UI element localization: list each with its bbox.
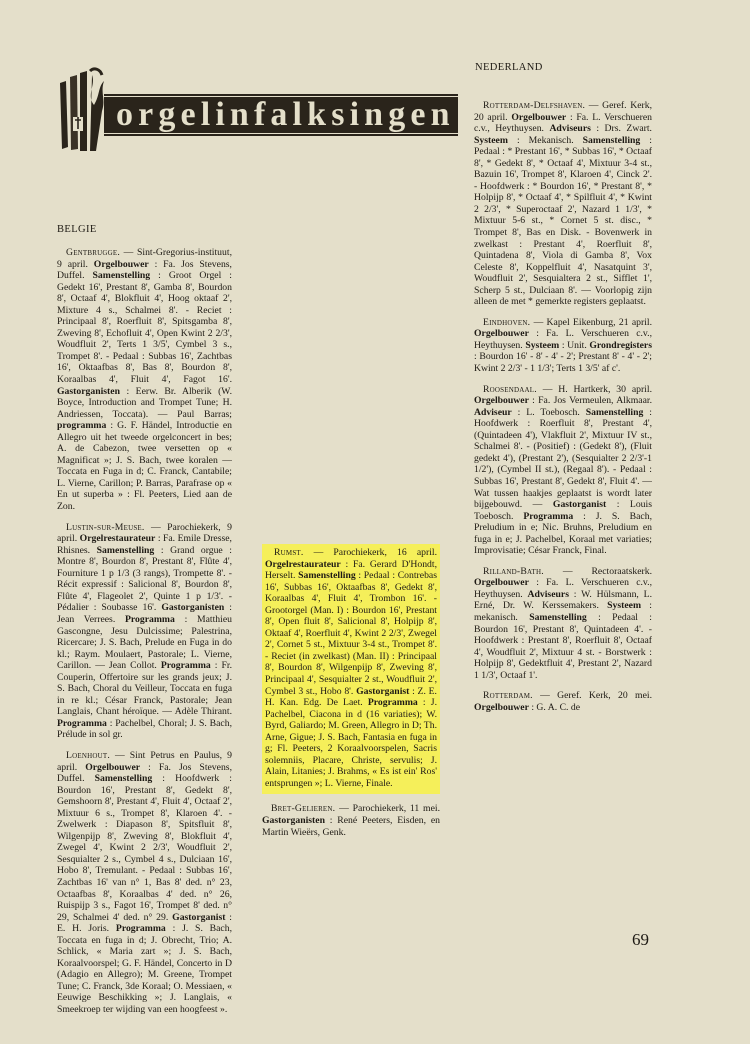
entry-rumst: Rumst. — Parochiekerk, 16 april. Orgelrestaurateur : Fa. Gerard D'Hondt, Herselt. Samenstelling : Pedaal : Contrebas 16', Subbas 16', Oktaafbas 8', Gedekt 8', Koraalbas 4', Fluit 4', Trombon 16'. - Grootorgel (Man. I) : Bourdon 16', Prestant 8', Open fluit 8', Salicional 8', Holpijp 8', Oktaaf 4', Roerfluit 4', Kwint 2 2/3', Zwegel 2', Cornet 5 st., Mixtuur 3-4 st., Trompet 8'. - Reciet (in zwelkast) (Man. II) : Principaal 8', Bourdon 8', Wilgenpijp 8', Zweving 8', Principaal 4', Sesquialter 2 st., Woudfluit 2', Cymbel 3 st., Hobo 8'. Gastorganist : Z. E. H. Kan. Edg. De Laet. Programma : J. Pachelbel, Ciacona in d (16 variaties); W. Byrd, Galiardo; M. Green, Allegro in D; Th. Arne, Gigue; J. S. Bach, Fantasia en fuga in g; Fl. Peeters, 2 Koraalvoorspelen, Sacris solemniis, Placare, Christe, servulis; J. Alain, Litanies; J. Brahms, « Es ist ein' Ros' entsprungen »; L. Vierne, Finale.: [262, 544, 440, 794]
banner-title: orgelinfalksingen: [116, 96, 451, 133]
entry-gentbrugge: Gentbrugge. — Sint-Gregorius-instituut, 9 april. Orgelbouwer : Fa. Jos Stevens, Duffel. Samenstelling : Groot Orgel : Gedekt 16', Prestant 8', Gamba 8', Bourdon 8', Octaaf 4', Blokfluit 4', Hoog oktaaf 2', Mixture 4 s., Schalmei 8'. - Reciet : Principaal 8', Roerfluit 8', Spitsgamba 8', Zweving 8', Echofluit 4', Open Kwint 2 2/3', Woudfluit 2', Terts 1 3/5', Cymbel 3 s., Trompet 8'. - Pedaal : Subbas 16', Zachtbas 16', Oktaafbas 8', Bas 8', Bourdon 8', Koraalbas 4', Fluit 4', Fagot 16'. Gastorganisten : Eerw. Br. Alberik (W. Boyce, Introduction and Trompet Tune; H. Andriessen, Toccata). — Paul Barras; programma : G. F. Händel, Introductie en Allegro uit het tweede orgelconcert in bes; A. de Cabezon, twee versetten op « Magnificat »; J. S. Bach, twee koralen — Toccata en Fuga in d; C. Franck, Cantabile; L. Vierne, Carillon; P. Barras, Parafrase op « En ut superba » : Fl. Peeters, Lied aan de Zon.: [57, 247, 232, 513]
entry-eindhoven: Eindhoven. — Kapel Eikenburg, 21 april. Orgelbouwer : Fa. L. Verschueren c.v., Heythuysen. Systeem : Unit. Grondregisters : Bourdon 16' - 8' - 4' - 2'; Prestant 8' - 4' - 2'; Kwint 2 2/3' - 1 1/3'; Terts 1 3/5' af c'.: [474, 316, 652, 375]
entry-rotterdam-delfshaven: Rotterdam-Delfshaven. — Geref. Kerk, 20 april. Orgelbouwer : Fa. L. Verschueren c.v., Heythuysen. Adviseurs : Drs. Zwart. Systeem : Mekanisch. Samenstelling : Pedaal : * Prestant 16', * Subbas 16', * Octaaf 8', * Gedekt 8', * Octaaf 4', Mixtuur 3-4 st., Bazuin 16', Trompet 8', Klaroen 4', Cinck 2'. - Hoofdwerk : * Bourdon 16', * Prestant 8', * Holpijp 8', * Octaaf 4', * Spilfluit 4', * Kwint 2 2/3', * Superoctaaf 2', Nazard 1 1/3', * Mixtuur 5-6 st., * Cornet 5 st. disc., * Trompet 8', Bas en Disk. - Bovenwerk in zwelkast : Prestant 4', Roerfluit 8', Quintadena 8', Viola di Gamba 8', Vox Celeste 8', Koppelfluit 4', Nasatquint 3', Woudfluit 2', Sesquialtera 2 st., Sifflet 1', Scherp 5 st., Dulciaan 8'. — Voorlopig zijn alleen de met * gemerkte registers geplaatst.: [474, 100, 652, 308]
column-1: [57, 247, 232, 1016]
entry-loenhout: Loenhout. — Sint Petrus en Paulus, 9 april. Orgelbouwer : Fa. Jos Stevens, Duffel. Samenstelling : Hoofdwerk : Bourdon 16', Prestant 8', Gedekt 8', Gemshoorn 8', Prestant 4', Fluit 4', Octaaf 2', Mixtuur 6 s., Trompet 8', Klaroen 4'. - Zwelwerk : Diapason 8', Spitsfluit 8', Wilgenpijp 8', Zweving 8', Blokfluit 4', Zwegel 4', Kwint 2 2/3', Woudfluit 2', Sesquialter 2 s., Cymbel 4 s., Dulciaan 16', Hobo 8', Tremulant. - Pedaal : Subbas 16', Zachtbas 16' van n° 1, Bas 8' ded. n° 23, Octaafbas 8', Koraalbas 4' ded. n° 26, Ruispijp 3 s., Fagot 16', Trompet 8' ded. n° 29, Schalmei 4' ded. n° 29. Gastorganist : E. H. Joris. Programma : J. S. Bach, Toccata en fuga in d; J. Obrecht, Trio; A. Schlick, « Maria zart »; J. S. Bach, Koraalvoorspel; G. F. Händel, Concerto in D (Adagio en Allegro); M. Greene, Trompet Tune; C. Franck, 3de Koraal; O. Messiaen, « Eeuwige Beschikking »; J. Langlais, « Smeekroep ter wijding van een hoogfeest ».: [57, 749, 232, 1015]
country-heading: NEDERLAND: [475, 62, 543, 73]
organ-pipes-icon: [60, 69, 104, 151]
entry-rilland-bath: Rilland-Bath. — Rectoraatskerk. Orgelbouwer : Fa. L. Verschueren c.v., Heythuysen. Adviseurs : W. Hülsmann, L. Erné, Dr. W. Kerssemakers. Systeem : mekanisch. Samenstelling : Pedaal : Bourdon 16', Prestant 8', Quintadeen 4'. - Hoofdwerk : Prestant 8', Roerfluit 8', Octaaf 4', Woudfluit 2', Mixtuur 4 st. - Borstwerk : Holpijp 8', Gedektfluit 4', Prestant 2', Nazard 1 1/3', Octaaf 1'.: [474, 565, 653, 681]
organ-inauguration-banner: [56, 65, 458, 160]
section-title: BELGIE: [57, 224, 97, 235]
entry-roosendaal: Roosendaal. — H. Hartkerk, 30 april. Orgelbouwer : Fa. Jos Vermeulen, Alkmaar. Adviseur : L. Toebosch. Samenstelling : Hoofdwerk : Roerfluit 8', Prestant 4', (Quintadeen 4'), Vlakfluit 2', Mixtuur IV st., Schalmei 8'. - (Positief) : (Gedekt 8'), (Fluit gedekt 4'), (Prestant 2'), (Sesquialter 2 2/3'-1 1/2'), (Cymbel II st.), (Regaal 8'). - Pedaal : Subbas 16', Prestant 8', Gedekt 8', Fluit 4'. — Wat tussen haakjes geplaatst is wordt later bijgebouwd. — Gastorganist : Louis Toebosch. Programma : J. S. Bach, Preludium in e; Nic. Bruhns, Preludium en fuga in e; J. Pachelbel, Koraal met variaties; Improvisatie; César Franck, Final.: [474, 383, 652, 557]
entry-bret-gelieren: Bret-Gelieren. — Parochiekerk, 11 mei. Gastorganisten : René Peeters, Eisden, en Martin Wieërs, Genk.: [262, 803, 440, 838]
column-3: [474, 100, 652, 713]
page-number: 69: [632, 930, 649, 949]
entry-lustin: Lustin-sur-Meuse. — Parochiekerk, 9 april. Orgelrestaurateur : Fa. Emile Dresse, Rhisnes. Samenstelling : Grand orgue : Montre 8', Bourdon 8', Prestant 8', Flûte 4', Fourniture 1 p 1/3 (3 rangs), Trompette 8'. - Récit expressif : Salicional 8', Bourdon 8', Flûte 4', Flageolet 2', Quinte 1 p 1/3'. - Pédalier : Soubasse 16'. Gastorganisten : Jean Verrees. Programma : Matthieu Gascongne, Jesu Dulcissime; Palestrina, Ricercare; J. S. Bach, Prelude en Fuga in do kl.; Raym. Moulaert, Pastorale; L. Vierne, Carillon. — Jean Collot. Programma : Fr. Couperin, Offertoire sur les grands jeux; J. S. Bach, Choral du Veilleur, Toccata en fuga in re kl.; César Franck, Pastorale; Jean Langlais, Chant héroïque. — Adèle Thirant. Programma : Pachelbel, Choral; J. S. Bach, Prélude in sol gr.: [57, 521, 232, 741]
entry-rotterdam: Rotterdam. — Geref. Kerk, 20 mei. Orgelbouwer : G. A. C. de: [474, 690, 652, 713]
column-2: [262, 544, 440, 838]
